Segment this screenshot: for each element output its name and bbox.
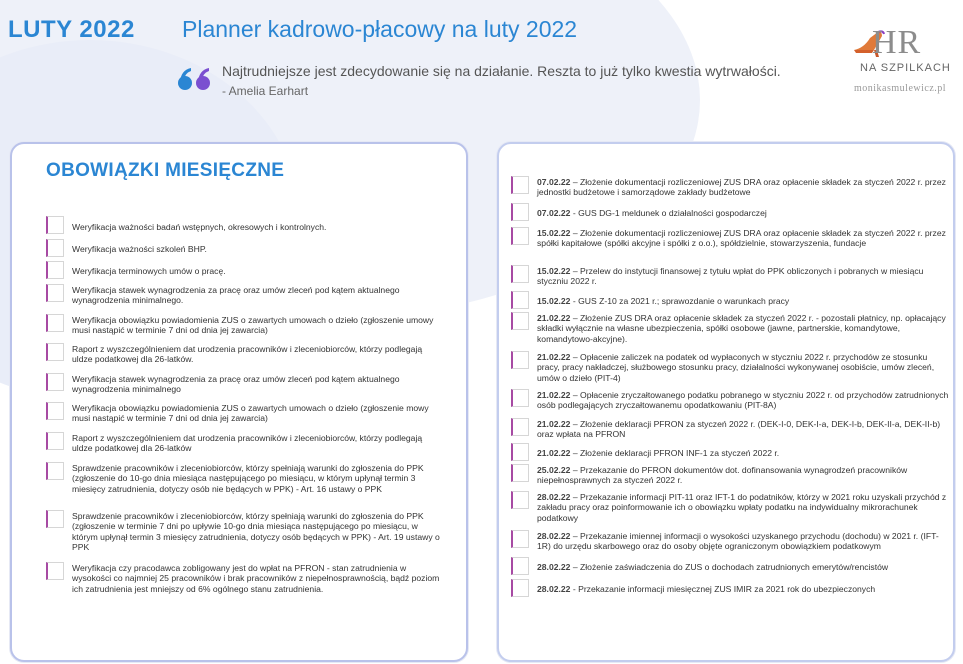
deadline-date: 25.02.22 (537, 465, 571, 475)
checkbox[interactable] (511, 227, 529, 245)
deadline-date: 15.02.22 (537, 266, 571, 276)
quote-author: - Amelia Earhart (222, 84, 309, 98)
checkbox[interactable] (511, 265, 529, 283)
checkbox[interactable] (46, 284, 64, 302)
deadline-date: 21.02.22 (537, 313, 571, 323)
deadline-text: - GUS DG-1 meldunek o działalności gospodarczej (570, 208, 767, 218)
logo-subtitle: NA SZPILKACH (860, 62, 951, 74)
checkbox[interactable] (511, 491, 529, 509)
deadline-text: – Przekazanie informacji PIT-11 oraz IFT-1 do podatników, którzy w 2021 roku uzyskali przychód z zakładu pracy oraz poinformowanie ich o obowiązku wpłaty podatku na indywidualny mikrorachunek podatkowy (537, 492, 947, 523)
page-title: Planner kadrowo-płacowy na luty 2022 (182, 16, 578, 42)
deadline-date: 28.02.22 (537, 562, 571, 572)
deadline-date: 15.02.22 (537, 228, 571, 238)
deadline-text: – Przekazanie do PFRON dokumentów dot. dofinansowania wynagrodzeń pracowników niepełnosprawnych za styczeń 2022 r. (537, 465, 908, 486)
checkbox[interactable] (511, 530, 529, 548)
deadline-text: – Przekazanie imiennej informacji o wysokości uzyskanego przychodu (dochodu) w 2021 r. (IFT-1R) do urzędu skarbowego oraz do osoby objęte ograniczonym obowiązkiem podatkowym (537, 531, 939, 552)
checklist-item-text: Weryfikacja ważności szkoleń BHP. (72, 244, 207, 254)
checkbox[interactable] (46, 261, 64, 279)
checkbox[interactable] (46, 432, 64, 450)
checklist-item-text: Raport z wyszczególnieniem dat urodzenia pracowników i zleceniobiorców, którzy podlegają uldze podatkowej dla 26-latków (72, 433, 423, 454)
checkbox[interactable] (511, 443, 529, 461)
checklist-item-text: Weryfikacja terminowych umów o pracę. (72, 266, 226, 276)
checkbox[interactable] (46, 562, 64, 580)
deadline-text: – Złożenie ZUS DRA oraz opłacenie składek za styczeń 2022 r. - pozostali płatnicy, np. opłacający składki wyłącznie na własne ubezpieczenia, spółki osobowe (jawne, partnerskie, komandytowe, komandytowo-akcyjne). (537, 313, 946, 344)
checkbox[interactable] (46, 314, 64, 332)
checkbox[interactable] (46, 216, 64, 234)
monthly-duties-heading: OBOWIĄZKI MIESIĘCZNE (46, 160, 285, 181)
checkbox[interactable] (46, 462, 64, 480)
checkbox[interactable] (511, 176, 529, 194)
checklist-item-text: Weryfikacja stawek wynagrodzenia za pracę oraz umów zleceń pod kątem aktualnego wynagrodzenia minimalnego (72, 374, 400, 395)
checkbox[interactable] (511, 203, 529, 221)
checkbox[interactable] (46, 402, 64, 420)
checkbox[interactable] (511, 464, 529, 482)
checkbox[interactable] (46, 510, 64, 528)
checklist-item-text: Raport z wyszczególnieniem dat urodzenia pracowników i zleceniobiorców, którzy podlegają uldze podatkowej dla 26-latków. (72, 344, 423, 365)
deadline-text: – Opłacenie zaliczek na podatek od wypłaconych w styczniu 2022 r. przychodów ze stosunku pracy, pracy nakładczej, służbowego stosunku pracy, działalności wykonywanej osobiście, umów zleceń, umów o dzieło (PIT-4) (537, 352, 935, 383)
deadline-text: – Złożenie zaświadczenia do ZUS o dochodach zatrudnionych emerytów/rencistów (570, 562, 889, 572)
deadline-text: – Przelew do instytucji finansowej z tytułu wpłat do PPK obliczonych i pobranych w miesiącu styczniu 2022 r. (537, 266, 924, 287)
logo-url: monikasmulewicz.pl (854, 83, 947, 94)
deadlines-panel (497, 142, 955, 662)
checklist-item-text: Weryfikacja obowiązku powiadomienia ZUS o zawartych umowach o dzieło (zgłoszenie umowy musi nastąpić w terminie 7 dni od dnia jej zawarcia) (72, 315, 434, 336)
deadline-text: – Opłacenie zryczałtowanego podatku pobranego w styczniu 2022 r. od przychodów zatrudnionych osób podlegających zryczałtowanemu opodatkowaniu (PIT-8A) (537, 390, 949, 411)
deadline-date: 21.02.22 (537, 352, 571, 362)
quote-text: Najtrudniejsze jest zdecydowanie się na działanie. Reszta to już tylko kwestia wytrwałości. (222, 63, 781, 79)
deadline-date: 15.02.22 (537, 296, 571, 306)
checklist-item-text: Sprawdzenie pracowników i zleceniobiorców, którzy spełniają warunki do zgłoszenia do PPK (zgłoszenie w terminie 7 dni po upływie 10-go dnia miesiąca następującego po miesiącu, w którym upłynął termin 3 miesięcy zatrudnienia, dotyczy osób będących w PPK) - Art. 19 ustawy o PPK (72, 511, 440, 553)
deadline-text: – Złożenie deklaracji PFRON za styczeń 2022 r. (DEK-I-0, DEK-I-a, DEK-I-b, DEK-II-a, DEK-II-b) oraz wpłata na PFRON (537, 419, 941, 440)
month-label: LUTY 2022 (8, 16, 135, 43)
checkbox[interactable] (511, 312, 529, 330)
deadline-date: 21.02.22 (537, 448, 571, 458)
deadline-date: 21.02.22 (537, 390, 571, 400)
checkbox[interactable] (511, 557, 529, 575)
deadline-date: 28.02.22 (537, 531, 571, 541)
checkbox[interactable] (511, 351, 529, 369)
deadline-date: 21.02.22 (537, 419, 571, 429)
checkbox[interactable] (46, 239, 64, 257)
deadline-text: - Przekazanie informacji miesięcznej ZUS IMIR za 2021 rok do ubezpieczonych (570, 584, 876, 594)
checklist-item-text: Weryfikacja obowiązku powiadomienia ZUS o zawartych umowach o dzieło (zgłoszenie mowy musi nastąpić w terminie 7 dni od dnia jej zawarcia) (72, 403, 429, 424)
deadline-date: 07.02.22 (537, 208, 571, 218)
checkbox[interactable] (511, 389, 529, 407)
brand-logo (846, 20, 956, 100)
checkbox[interactable] (46, 373, 64, 391)
checkbox[interactable] (511, 579, 529, 597)
deadline-date: 07.02.22 (537, 177, 571, 187)
deadline-text: – Złożenie deklaracji PFRON INF-1 za styczeń 2022 r. (570, 448, 780, 458)
checklist-item-text: Weryfikacja stawek wynagrodzenia za pracę oraz umów zleceń pod kątem aktualnego wynagrodzenia minimalnego. (72, 285, 400, 306)
logo-mark: HR (872, 24, 922, 61)
checklist-item-text: Sprawdzenie pracowników i zleceniobiorców, którzy spełniają warunki do zgłoszenia do PPK (zgłoszenie do 10-go dnia miesiąca następującego po miesiącu, w którym upłynął termin 3 miesięcy zatrudnienia, dotyczy osób nie będących w PPK) - Art. 16 ustawy o PPK (72, 463, 424, 494)
checkbox[interactable] (511, 291, 529, 309)
deadline-text: – Złożenie dokumentacji rozliczeniowej ZUS DRA oraz opłacenie składek za styczeń 2022 r. przez jednostki budżetowe i samorządowe zakłady budżetowe (537, 177, 946, 198)
checkbox[interactable] (46, 343, 64, 361)
checklist-item-text: Weryfikacja ważności badań wstępnych, okresowych i kontrolnych. (72, 222, 327, 232)
quote-icon (176, 64, 216, 94)
deadline-text: - GUS Z-10 za 2021 r.; sprawozdanie o warunkach pracy (570, 296, 790, 306)
deadline-date: 28.02.22 (537, 492, 571, 502)
deadline-text: – Złożenie dokumentacji rozliczeniowej ZUS DRA oraz opłacenie składek za styczeń 2022 r. przez spółki kapitałowe (spółki akcyjne i spółki z o.o.), spółdzielnie, stowarzyszenia, fundacje (537, 228, 946, 249)
checkbox[interactable] (511, 418, 529, 436)
checklist-item-text: Weryfikacja czy pracodawca zobligowany jest do wpłat na PFRON - stan zatrudnienia w wysokości co najmniej 25 pracowników i brak pracowników z niepełnosprawnością, bądź poziom ich zatrudnienia jest mniejszy od 6% ogólnego stanu zatrudnienia. (72, 563, 440, 594)
monthly-duties-panel (10, 142, 468, 662)
deadline-date: 28.02.22 (537, 584, 571, 594)
